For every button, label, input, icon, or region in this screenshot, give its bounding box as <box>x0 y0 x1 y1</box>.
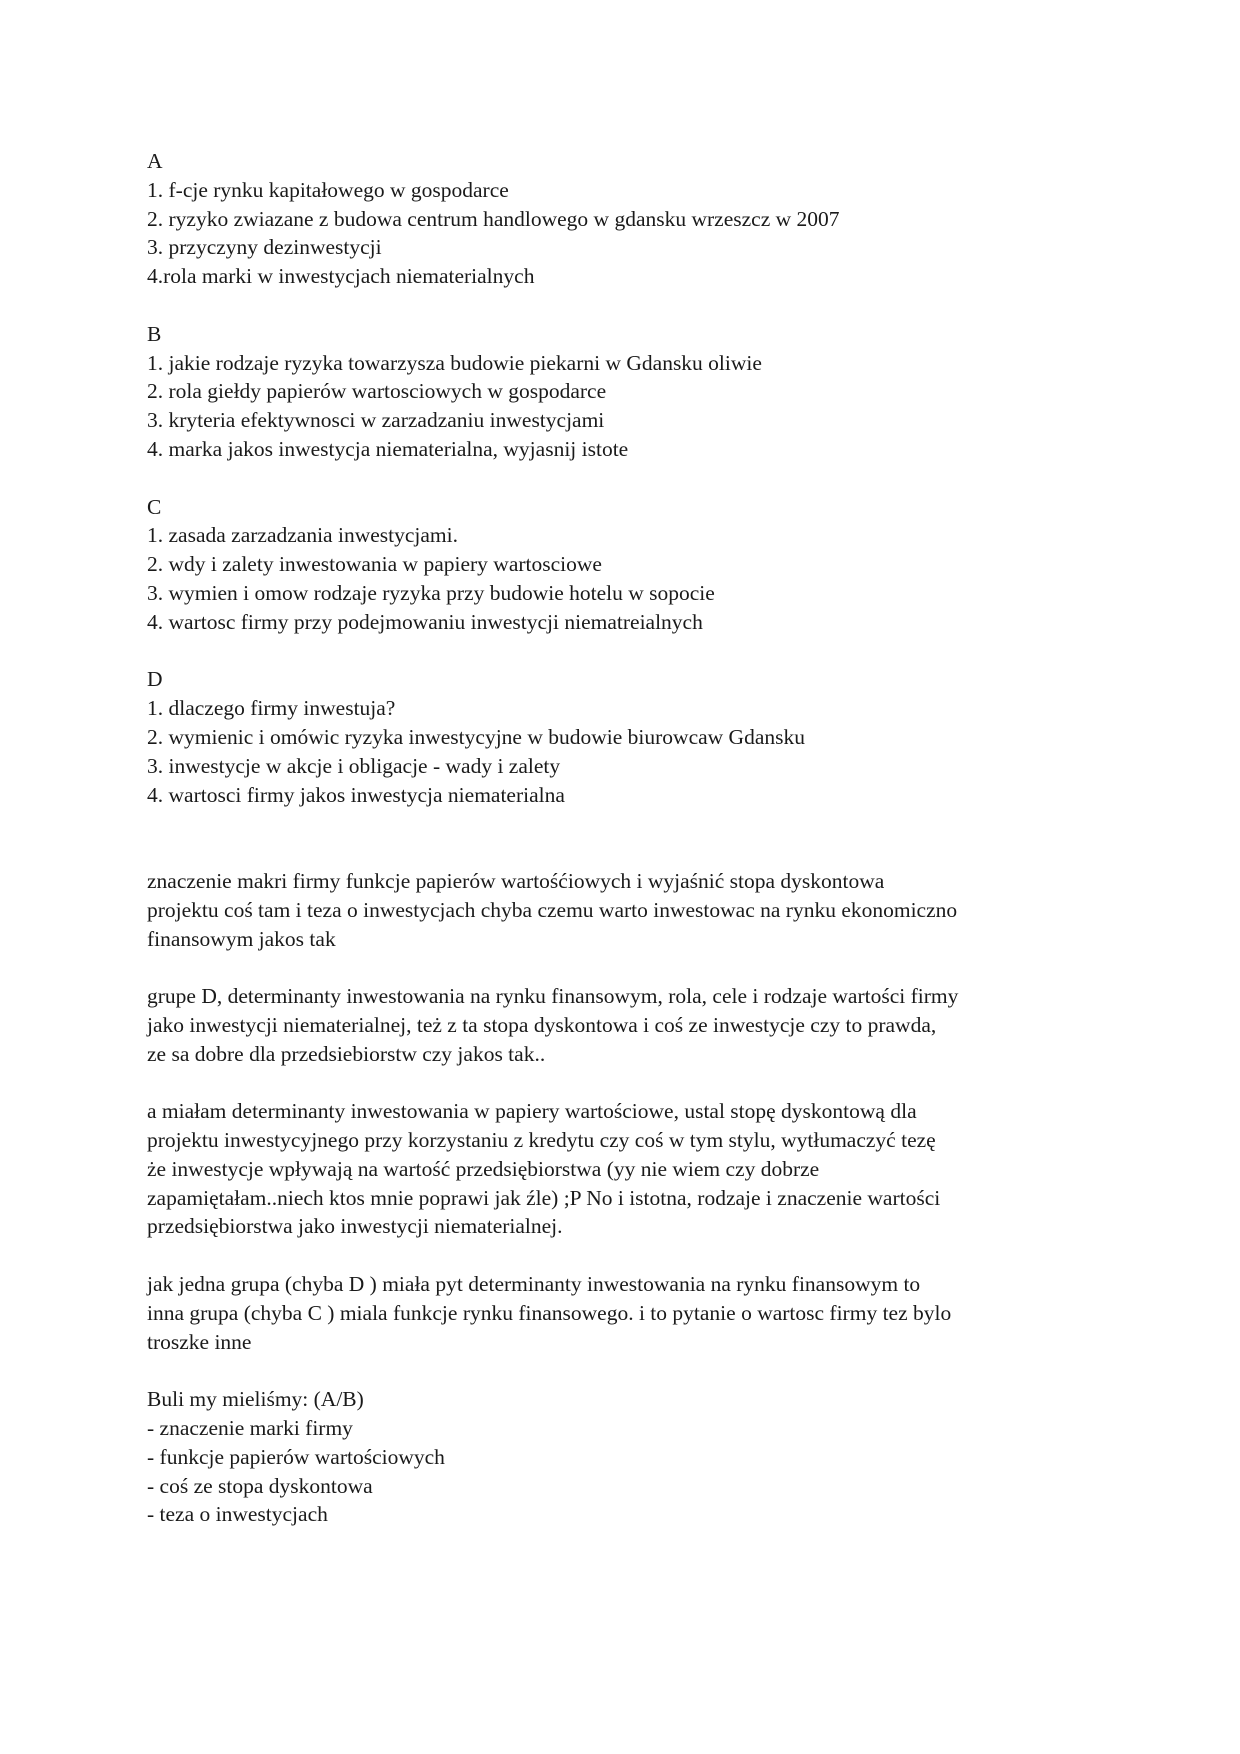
question-item: 4.rola marki w inwestycjach niematerialnych <box>147 264 535 289</box>
blank-line <box>147 637 1107 666</box>
question-item: 1. f-cje rynku kapitałowego w gospodarce <box>147 177 509 202</box>
paragraph-line: projektu coś tam i teza o inwestycjach chyba czemu warto inwestowac na rynku ekonomiczno <box>147 897 958 922</box>
blank-line <box>147 291 1107 320</box>
paragraph-2 <box>147 982 1107 1068</box>
question-item: 2. rola giełdy papierów wartosciowych w gospodarce <box>147 379 607 404</box>
paragraph-line: zapamiętałam..niech ktos mnie poprawi jak źle) ;P No i istotna, rodzaje i znaczenie wartości <box>147 1185 941 1210</box>
blank-line <box>147 1241 1107 1270</box>
section-a <box>147 147 1107 291</box>
question-item: 3. kryteria efektywnosci w zarzadzaniu inwestycjami <box>147 408 605 433</box>
paragraph-line: inna grupa (chyba C ) miala funkcje rynku finansowego. i to pytanie o wartosc firmy tez bylo <box>147 1300 952 1325</box>
document-page <box>147 147 1107 1529</box>
paragraph-line: grupe D, determinanty inwestowania na rynku finansowym, rola, cele i rodzaje wartości firmy <box>147 984 959 1009</box>
paragraph-line: a miałam determinanty inwestowania w papiery wartościowe, ustal stopę dyskontową dla <box>147 1099 917 1124</box>
question-item: 4. marka jakos inwestycja niematerialna, wyjasnij istote <box>147 436 629 461</box>
paragraph-4 <box>147 1270 1107 1356</box>
question-item: 2. ryzyko zwiazane z budowa centrum handlowego w gdansku wrzeszcz w 2007 <box>147 206 840 231</box>
paragraph-line: że inwestycje wpływają na wartość przedsiębiorstwa (yy nie wiem czy dobrze <box>147 1156 820 1181</box>
paragraph-3 <box>147 1097 1107 1241</box>
section-b <box>147 320 1107 464</box>
section-heading: D <box>147 667 163 692</box>
question-item: 4. wartosci firmy jakos inwestycja niematerialna <box>147 782 565 807</box>
list-item: - funkcje papierów wartościowych <box>147 1444 445 1469</box>
question-item: 2. wymienic i omówic ryzyka inwestycyjne w budowie biurowcaw Gdansku <box>147 724 805 749</box>
section-d <box>147 665 1107 809</box>
section-heading: B <box>147 321 162 346</box>
paragraph-1 <box>147 867 1107 953</box>
final-block <box>147 1385 1107 1529</box>
list-item: - coś ze stopa dyskontowa <box>147 1473 373 1498</box>
paragraph-line: finansowym jakos tak <box>147 926 336 951</box>
question-item: 1. zasada zarzadzania inwestycjami. <box>147 523 458 548</box>
paragraph-line: projektu inwestycyjnego przy korzystaniu z kredytu czy coś w tym stylu, wytłumaczyć tezę <box>147 1128 936 1153</box>
paragraph-line: jako inwestycji niematerialnej, też z ta stopa dyskontowa i coś ze inwestycje czy to prawda, <box>147 1012 937 1037</box>
paragraph-line: ze sa dobre dla przedsiebiorstw czy jakos tak.. <box>147 1041 546 1066</box>
paragraph-line: jak jedna grupa (chyba D ) miała pyt determinanty inwestowania na rynku finansowym to <box>147 1272 921 1297</box>
section-c <box>147 493 1107 637</box>
question-item: 1. dlaczego firmy inwestuja? <box>147 696 396 721</box>
question-item: 2. wdy i zalety inwestowania w papiery wartosciowe <box>147 552 602 577</box>
section-heading: A <box>147 149 163 173</box>
blank-line <box>147 1069 1107 1098</box>
paragraph-line: znaczenie makri firmy funkcje papierów wartośćiowych i wyjaśnić stopa dyskontowa <box>147 868 885 893</box>
question-item: 3. wymien i omow rodzaje ryzyka przy budowie hotelu w sopocie <box>147 580 715 605</box>
blank-line <box>147 953 1107 982</box>
paragraph-line: przedsiębiorstwa jako inwestycji niematerialnej. <box>147 1214 563 1239</box>
question-item: 3. przyczyny dezinwestycji <box>147 235 382 260</box>
question-item: 1. jakie rodzaje ryzyka towarzysza budowie piekarni w Gdansku oliwie <box>147 350 762 375</box>
question-item: 3. inwestycje w akcje i obligacje - wady i zalety <box>147 753 561 778</box>
section-heading: C <box>147 494 162 519</box>
list-item: - teza o inwestycjach <box>147 1502 328 1527</box>
blank-line <box>147 1356 1107 1385</box>
list-item: - znaczenie marki firmy <box>147 1416 353 1441</box>
blank-line <box>147 464 1107 493</box>
paragraph-line: troszke inne <box>147 1329 252 1354</box>
final-heading: Buli my mieliśmy: (A/B) <box>147 1387 364 1412</box>
blank-lines <box>147 809 1107 867</box>
question-item: 4. wartosc firmy przy podejmowaniu inwestycji niematreialnych <box>147 609 703 634</box>
